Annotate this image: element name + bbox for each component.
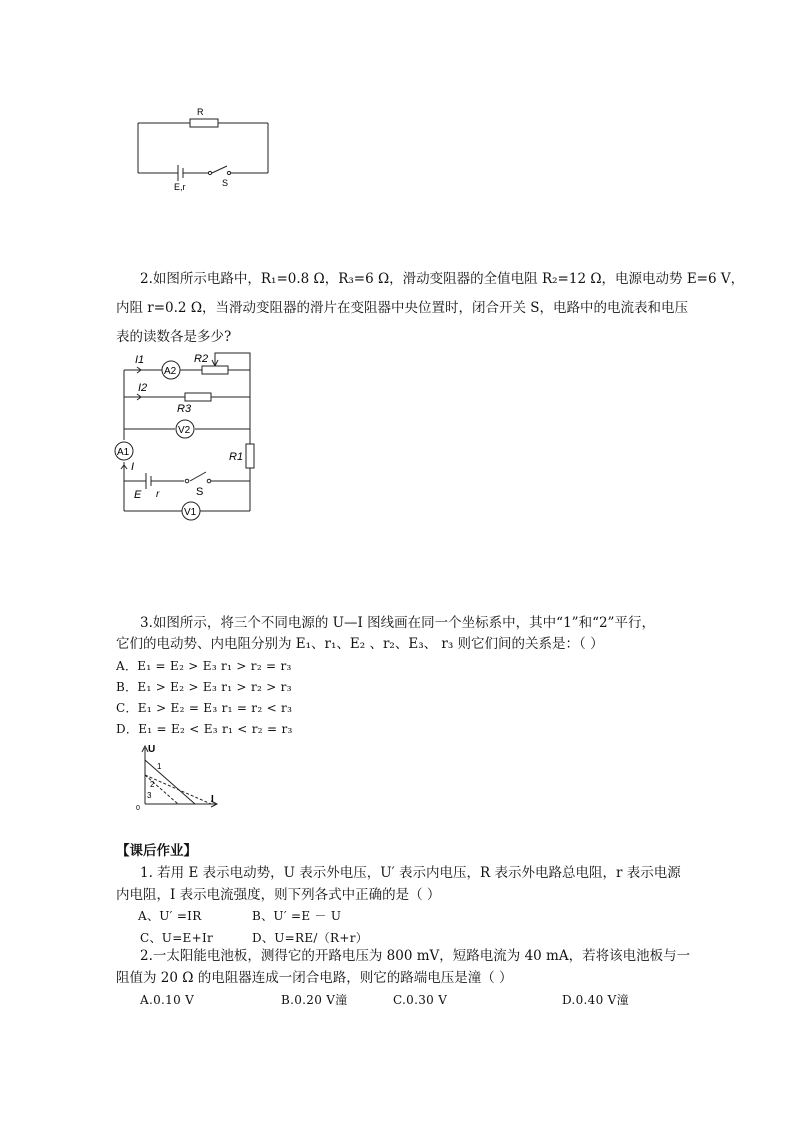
line-1-label: 1 [157, 762, 162, 771]
label-r1: R1 [229, 451, 244, 463]
label-r: r [156, 489, 160, 500]
q3-option-a: A．E₁ = E₂ > E₃ r₁ > r₂ = r₃ [116, 659, 292, 673]
q3-line1: 3.如图所示，将三个不同电源的 U—I 图线画在同一个坐标系中，其中“1”和“2”平行， [140, 615, 655, 631]
line-2-label: 2 [150, 780, 155, 789]
resistor-r3 [185, 393, 211, 401]
circuit-diagram-2 [110, 348, 265, 528]
label-a1: A1 [117, 447, 130, 458]
switch-s [212, 166, 227, 173]
line-3 [145, 775, 211, 804]
switch-s [190, 472, 206, 481]
i-axis-label: I [211, 794, 214, 805]
label-i2: I2 [138, 382, 148, 394]
label-s: S [196, 486, 204, 498]
u-axis-label: U [148, 744, 156, 755]
label-r2: R2 [194, 353, 209, 365]
label-r3: R3 [177, 403, 192, 415]
hw-q2-line1: 2.一太阳能电池板，测得它的开路电压为 800 mV，短路电流为 40 mA，若将该电池板与一 [140, 948, 691, 964]
label-switch: S [222, 178, 229, 188]
q3-option-c: C．E₁ > E₂ = E₃ r₁ = r₂ < r₃ [116, 701, 293, 715]
label-a2: A2 [164, 366, 177, 377]
label-v2: V2 [178, 425, 191, 436]
homework-heading: 【课后作业】 [116, 843, 197, 859]
hw-q1-line1: 1. 若用 E 表示电动势，U 表示外电压，U′ 表示内电压，R 表示外电路总电阻，r 表示电源 [140, 865, 681, 881]
resistor-r [190, 119, 218, 127]
q2-line2: 内阻 r=0.2 Ω，当滑动变阻器的滑片在变阻器中央位置时，闭合开关 S，电路中的电流表和电压 [116, 300, 689, 316]
circuit-diagram-1 [130, 100, 280, 195]
line-3-label: 3 [147, 791, 152, 800]
origin-label: 0 [136, 805, 140, 812]
hw-q1-option-c: C、U=E+Ir [140, 931, 214, 945]
label-v1: V1 [184, 507, 197, 518]
hw-q2-option-b: B.0.20 V潼 [281, 993, 348, 1007]
rheostat-r2 [202, 366, 228, 374]
hw-q1-option-b: B、U′ =E － U [252, 909, 342, 923]
ui-graph [133, 742, 223, 812]
resistor-r1 [246, 444, 254, 468]
hw-q2-line2: 阻值为 20 Ω 的电阻器连成一闭合电路，则它的路端电压是潼（ ） [116, 970, 513, 986]
hw-q1-option-d: D、U=RE/（R+r） [252, 931, 369, 945]
q2-line1: 2.如图所示电路中，R₁=0.8 Ω，R₃=6 Ω，滑动变阻器的全值电阻 R₂=12 Ω，电源电动势 E=6 V， [140, 271, 745, 287]
label-e: E [134, 489, 142, 501]
hw-q2-option-d: D.0.40 V潼 [562, 993, 629, 1007]
q2-line3: 表的读数各是多少? [116, 329, 232, 345]
q3-line2: 它们的电动势、内电阻分别为 E₁、r₁、E₂ 、r₂、E₃、 r₃ 则它们间的关系是：（ ） [116, 636, 604, 652]
q3-option-d: D．E₁ = E₂ < E₃ r₁ < r₂ = r₃ [116, 722, 293, 736]
hw-q2-option-c: C.0.30 V [393, 993, 448, 1007]
hw-q1-option-a: A、U′ =IR [138, 909, 202, 923]
label-r: R [197, 107, 204, 117]
label-battery: E,r [174, 182, 186, 192]
label-i: I [131, 461, 135, 473]
q3-option-b: B．E₁ > E₂ > E₃ r₁ > r₂ > r₃ [116, 680, 292, 694]
hw-q1-line2: 内电阻，I 表示电流强度，则下列各式中正确的是（ ） [116, 887, 441, 903]
label-i1: I1 [135, 354, 145, 366]
hw-q2-option-a: A.0.10 V [140, 993, 195, 1007]
